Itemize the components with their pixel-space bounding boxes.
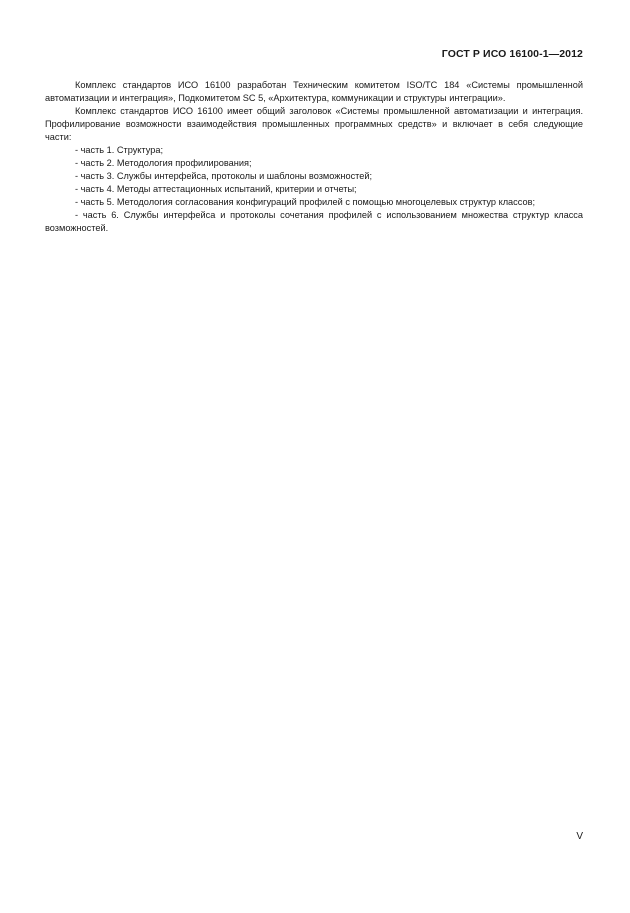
paragraph-general-title: Комплекс стандартов ИСО 16100 имеет общий заголовок «Системы промышленной автоматизации и интеграция. Профилирование возможности взаимодействия промышленных программных средств» и включает в себя следующие части: [45,106,583,142]
list-item-part-4: - часть 4. Методы аттестационных испытаний, критерии и отчеты; [75,184,357,194]
list-item-part-2: - часть 2. Методология профилирования; [75,158,252,168]
parts-list [45,144,583,235]
list-item-part-5: - часть 5. Методология согласования конфигураций профилей с помощью многоцелевых структур классов; [75,197,536,207]
list-item-part-6: - часть 6. Службы интерфейса и протоколы сочетания профилей с использованием множества структур класса возможностей. [45,210,583,233]
foreword-body [45,79,583,235]
page-number: V [576,831,583,842]
document-code-header: ГОСТ Р ИСО 16100-1—2012 [441,48,583,60]
paragraph-committee: Комплекс стандартов ИСО 16100 разработан Техническим комитетом ISO/TC 184 «Системы промышленной автоматизации и интеграция», Подкомитетом SC 5, «Архитектура, коммуникации и структуры интеграции». [45,80,583,103]
list-item-part-1: - часть 1. Структура; [75,145,164,155]
list-item-part-3: - часть 3. Службы интерфейса, протоколы и шаблоны возможностей; [75,171,373,181]
